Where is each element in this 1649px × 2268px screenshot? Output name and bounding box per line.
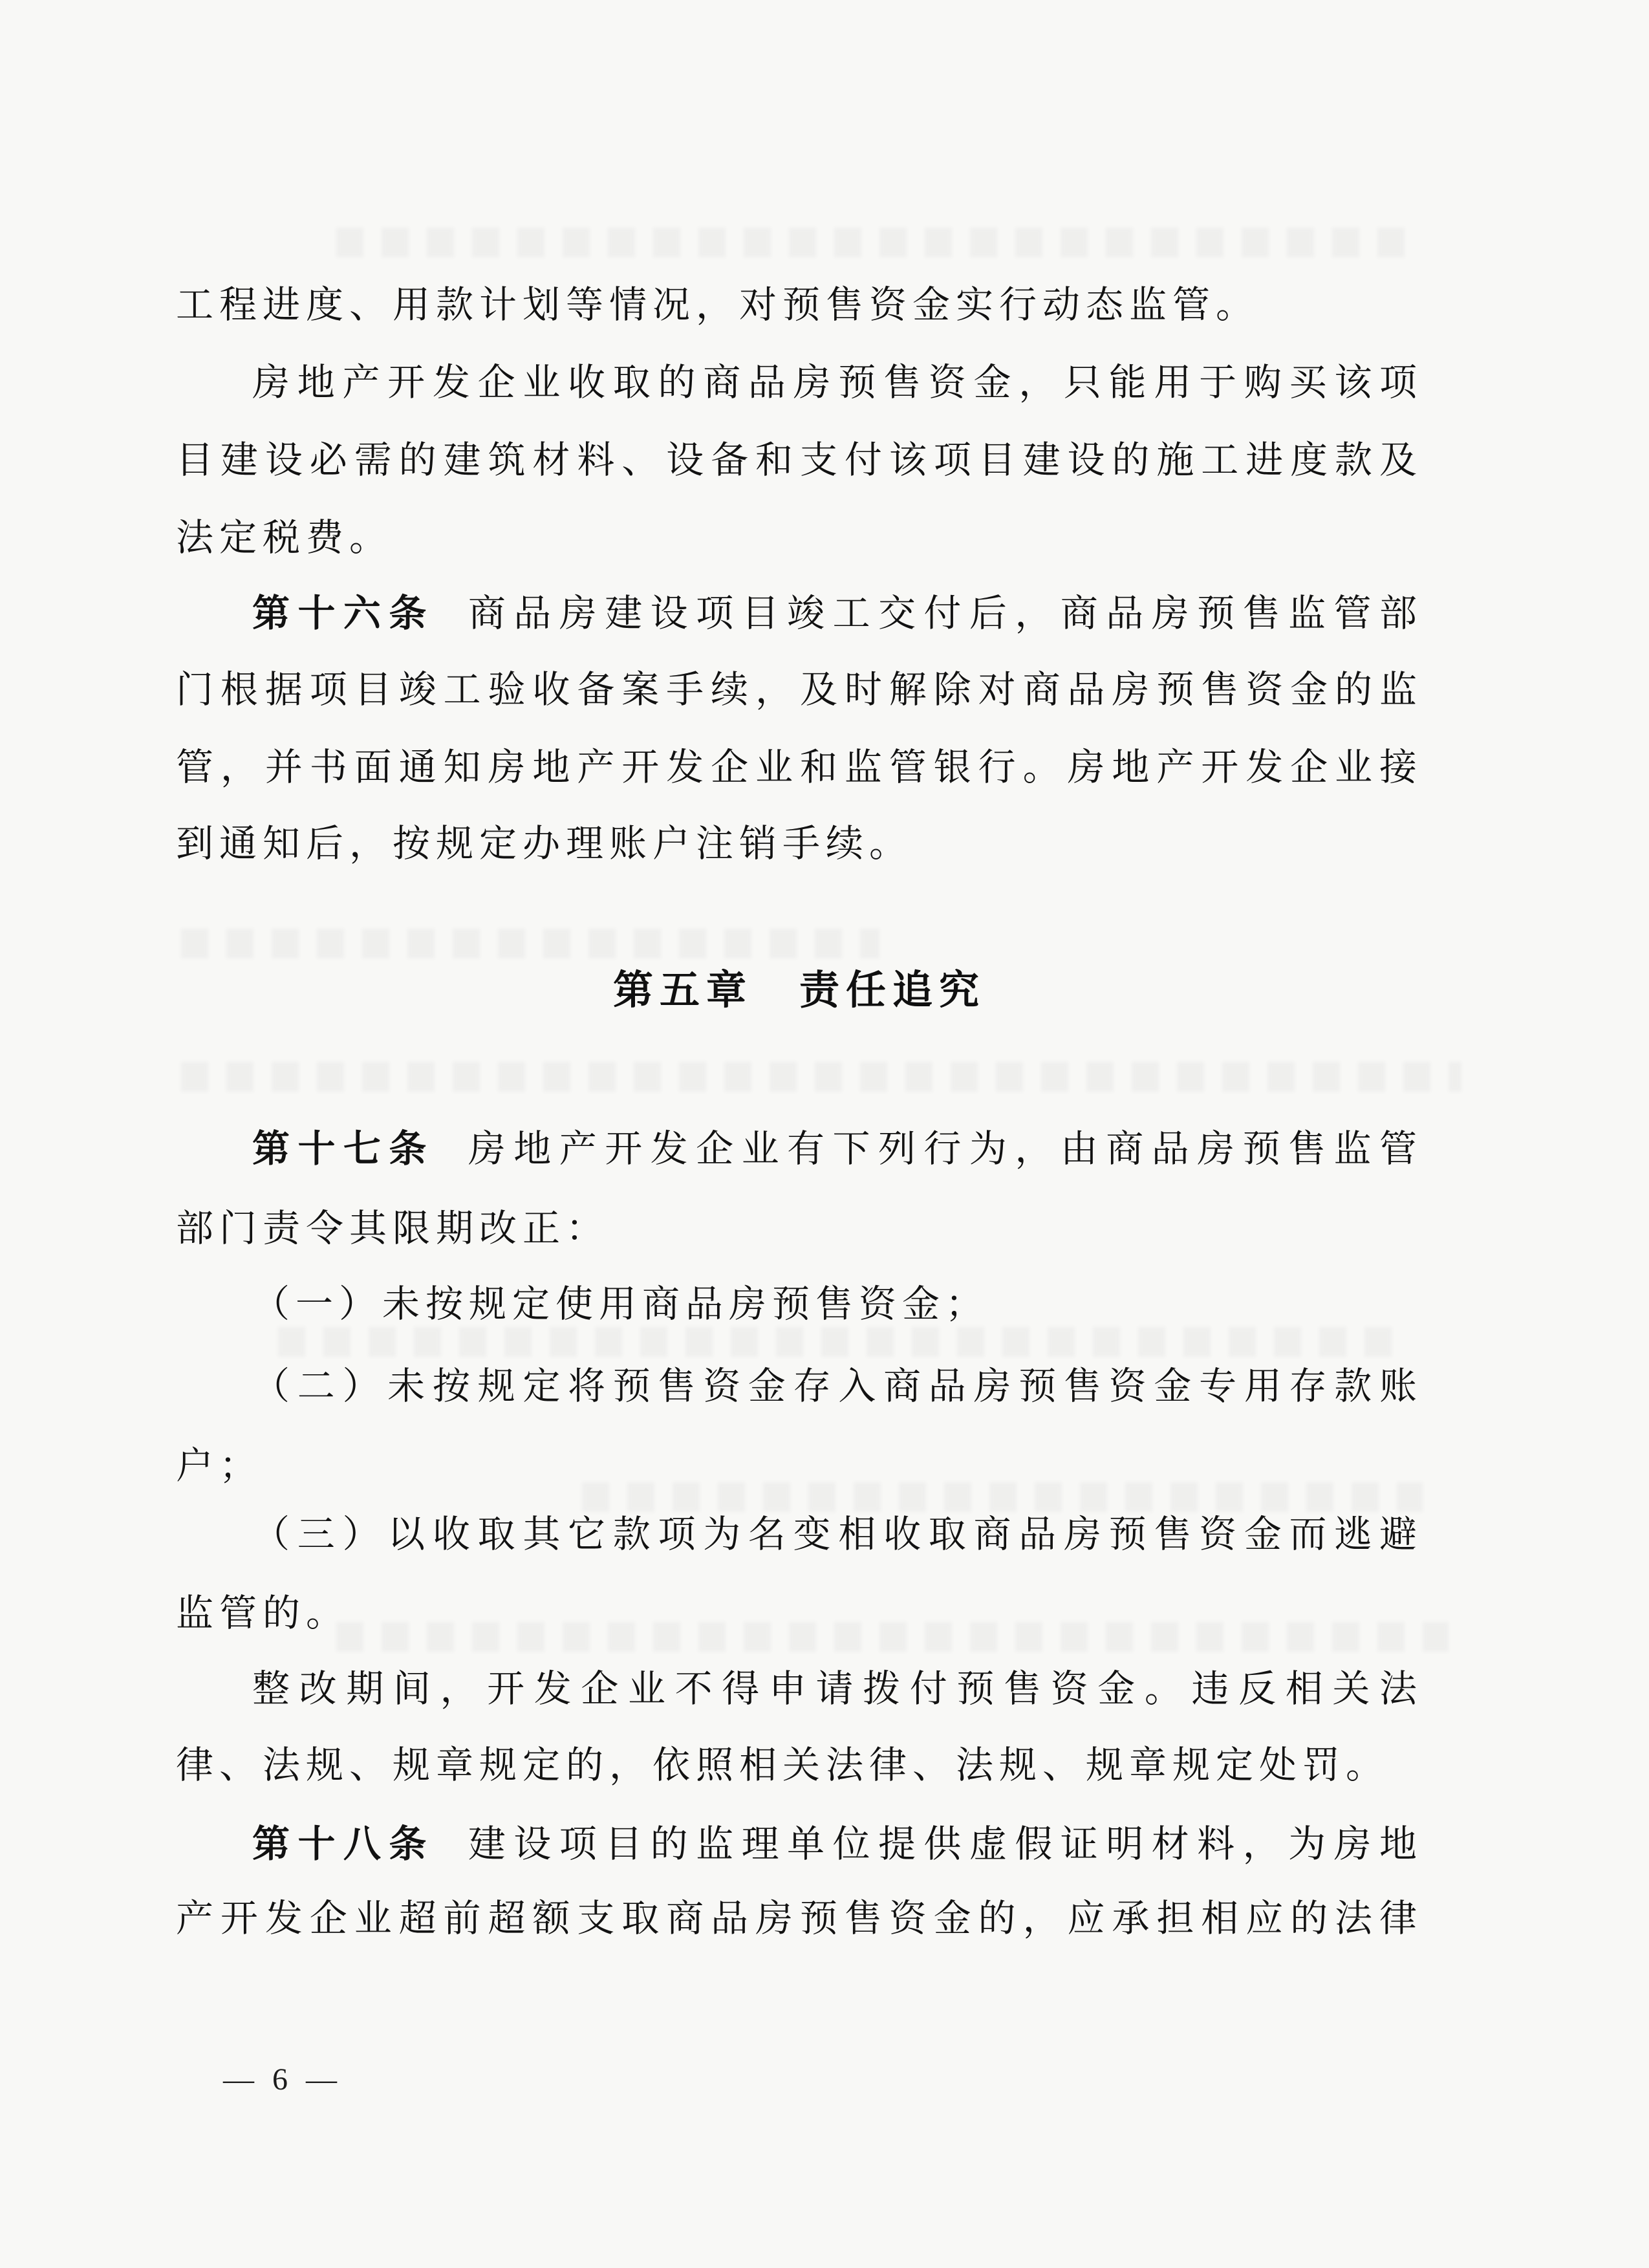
body-line: 监管的。 (176, 1592, 350, 1634)
chapter-heading: 第五章 责任追究 (612, 968, 986, 1013)
body-line-article-18 (252, 1824, 1423, 1866)
bleedthrough-ghost-strip (336, 228, 1423, 257)
bleedthrough-ghost-strip (181, 1062, 1461, 1092)
body-line: 法定税费。 (176, 517, 393, 559)
body-line: 律、法规、规章规定的，依照相关法律、法规、规章规定处罚。 (176, 1744, 1390, 1786)
body-line-article-17 (252, 1129, 1423, 1171)
body-line: 到通知后，按规定办理账户注销手续。 (176, 823, 913, 865)
list-item-line: （一）未按规定使用商品房预售资金； (252, 1283, 989, 1325)
body-line-article-16 (252, 593, 1423, 636)
article-text: 建设项目的监理单位提供虚假证明材料，为房地 (468, 1823, 1423, 1865)
article-number-label: 第十七条 (252, 1128, 435, 1170)
list-item-line: （三）以收取其它款项为名变相收取商品房预售资金而逃避 (252, 1513, 1423, 1555)
body-line: 房地产开发企业收取的商品房预售资金，只能用于购买该项 (252, 362, 1423, 404)
page-number: — 6 — (223, 2062, 342, 2097)
article-number-label: 第十八条 (252, 1823, 435, 1865)
bleedthrough-ghost-strip (181, 929, 879, 958)
body-line: 门根据项目竣工验收备案手续，及时解除对商品房预售资金的监 (176, 669, 1423, 711)
article-text: 房地产开发企业有下列行为，由商品房预售监管 (468, 1128, 1423, 1170)
body-line: 户； (176, 1445, 263, 1487)
body-line: 产开发企业超前超额支取商品房预售资金的，应承担相应的法律 (176, 1897, 1423, 1939)
article-text: 商品房建设项目竣工交付后，商品房预售监管部 (468, 592, 1423, 634)
body-line: 整改期间，开发企业不得申请拨付预售资金。违反相关法 (252, 1668, 1423, 1710)
body-line: 部门责令其限期改正： (176, 1207, 610, 1249)
body-line: 目建设必需的建筑材料、设备和支付该项目建设的施工进度款及 (176, 439, 1423, 481)
bleedthrough-ghost-strip (278, 1327, 1410, 1357)
article-number-label: 第十六条 (252, 592, 435, 634)
body-line: 管，并书面通知房地产开发企业和监管银行。房地产开发企业接 (176, 746, 1423, 788)
body-line: 工程进度、用款计划等情况，对预售资金实行动态监管。 (176, 284, 1260, 326)
list-item-line: （二）未按规定将预售资金存入商品房预售资金专用存款账 (252, 1365, 1423, 1407)
